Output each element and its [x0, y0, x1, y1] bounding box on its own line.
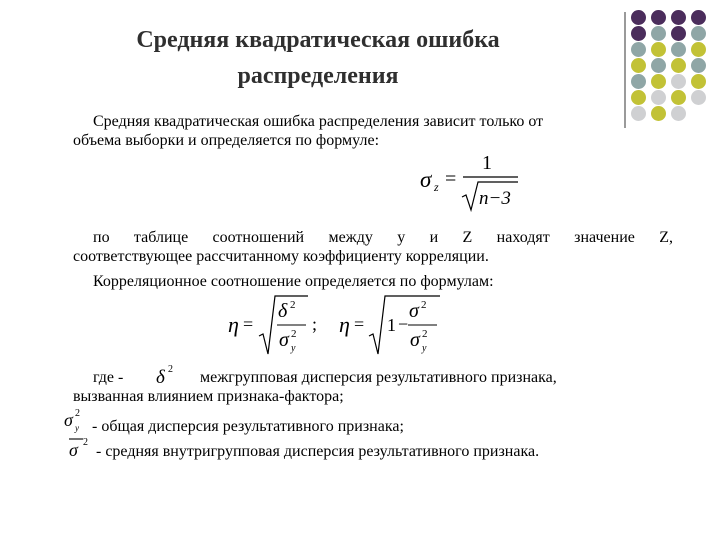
- symbol-delta-squared: [150, 358, 186, 388]
- formula2-eq-1: =: [243, 314, 254, 334]
- decorative-dot: [691, 90, 706, 105]
- decorative-divider: [624, 12, 626, 128]
- para2-line2: соответствующее рассчитанному коэффициенту корреляции.: [73, 248, 489, 265]
- formula1-radicand: n−3: [479, 188, 511, 209]
- slide-title: [88, 22, 548, 94]
- decorative-dot: [691, 42, 706, 57]
- decorative-dot-grid: [631, 10, 720, 125]
- formula2-sigma-1-sq: 2: [291, 328, 297, 340]
- decorative-dot: [631, 90, 646, 105]
- formula2-sigma-3-sq: 2: [422, 328, 428, 340]
- decorative-dot: [691, 26, 706, 41]
- formula2-sigma-1: σ: [279, 329, 289, 351]
- decorative-dot: [631, 10, 646, 25]
- title-line-2: распределения: [237, 63, 399, 89]
- decorative-dot: [671, 106, 686, 121]
- decorative-dot: [651, 10, 666, 25]
- formula1-numerator: 1: [482, 152, 492, 174]
- decorative-dot: [651, 90, 666, 105]
- def2: - общая дисперсия результативного признака;: [92, 418, 404, 435]
- formula1-sigma: σ: [420, 167, 432, 192]
- formula2-sigma-3: σ: [410, 329, 420, 351]
- decorative-dot: [631, 26, 646, 41]
- symbol-sigma-bar-squared: [66, 434, 98, 462]
- decorative-dot: [651, 106, 666, 121]
- symbol-sigma-y-squared: [62, 404, 96, 436]
- formula2-minus: −: [398, 314, 409, 334]
- decorative-dot: [671, 10, 686, 25]
- decorative-dot: [651, 26, 666, 41]
- title-line-1: Средняя квадратическая ошибка: [136, 27, 500, 53]
- sym-sigma-bar: σ: [69, 440, 78, 460]
- formula2-sigma-2: σ: [409, 300, 419, 322]
- para1-line1: Средняя квадратическая ошибка распределения зависит только от: [93, 113, 544, 130]
- decorative-dot: [631, 74, 646, 89]
- formula2-one: 1: [387, 315, 396, 335]
- decorative-dot: [671, 90, 686, 105]
- sym-delta-sq: 2: [168, 364, 173, 375]
- sym-sigma-y: σ: [64, 410, 73, 430]
- gde-label: где -: [93, 369, 124, 386]
- sym-delta: δ: [156, 367, 165, 388]
- formula2-delta-sq: 2: [290, 299, 296, 311]
- decorative-dot: [651, 42, 666, 57]
- formula2-sigma-2-sq: 2: [421, 299, 427, 311]
- para1-line2: объема выборки и определяется по формуле:: [73, 132, 380, 149]
- para2-line1: по таблице соотношений между y и Z находят значение Z,: [93, 229, 673, 246]
- def1-line1: межгрупповая дисперсия результативного признака,: [200, 369, 557, 386]
- formula1-eq: =: [445, 168, 457, 190]
- decorative-dot: [671, 74, 686, 89]
- def3: - средняя внутригрупповая дисперсия результативного признака.: [96, 443, 540, 460]
- sym-sigma-y-sq: 2: [75, 408, 80, 419]
- formula2-sigma-3-sub: y: [422, 343, 427, 354]
- formula2-eta-2: η: [339, 312, 350, 337]
- decorative-dot: [631, 42, 646, 57]
- decorative-dot: [671, 42, 686, 57]
- def1-line2: вызванная влиянием признака-фактора;: [73, 388, 344, 405]
- decorative-dot: [691, 74, 706, 89]
- decorative-dot: [691, 58, 706, 73]
- decorative-dot: [651, 58, 666, 73]
- decorative-dot: [631, 58, 646, 73]
- formula2-eta-1: η: [228, 312, 239, 337]
- sym-sigma-y-sub: y: [75, 423, 79, 433]
- decorative-dot: [671, 58, 686, 73]
- formula2-sigma-1-sub: y: [291, 343, 296, 354]
- formula-sigma-z: [418, 144, 528, 214]
- decorative-dot: [671, 26, 686, 41]
- decorative-dot: [691, 10, 706, 25]
- formula2-semicolon: ;: [312, 314, 318, 334]
- para3: Корреляционное соотношение определяется по формулам:: [93, 273, 494, 290]
- formula1-sub-z: z: [434, 180, 439, 194]
- sym-sigma-bar-sq: 2: [83, 437, 88, 448]
- decorative-dot: [631, 106, 646, 121]
- formula2-eq-2: =: [354, 314, 365, 334]
- formula2-delta: δ: [278, 300, 288, 322]
- formula-eta: [226, 290, 446, 360]
- decorative-dot: [651, 74, 666, 89]
